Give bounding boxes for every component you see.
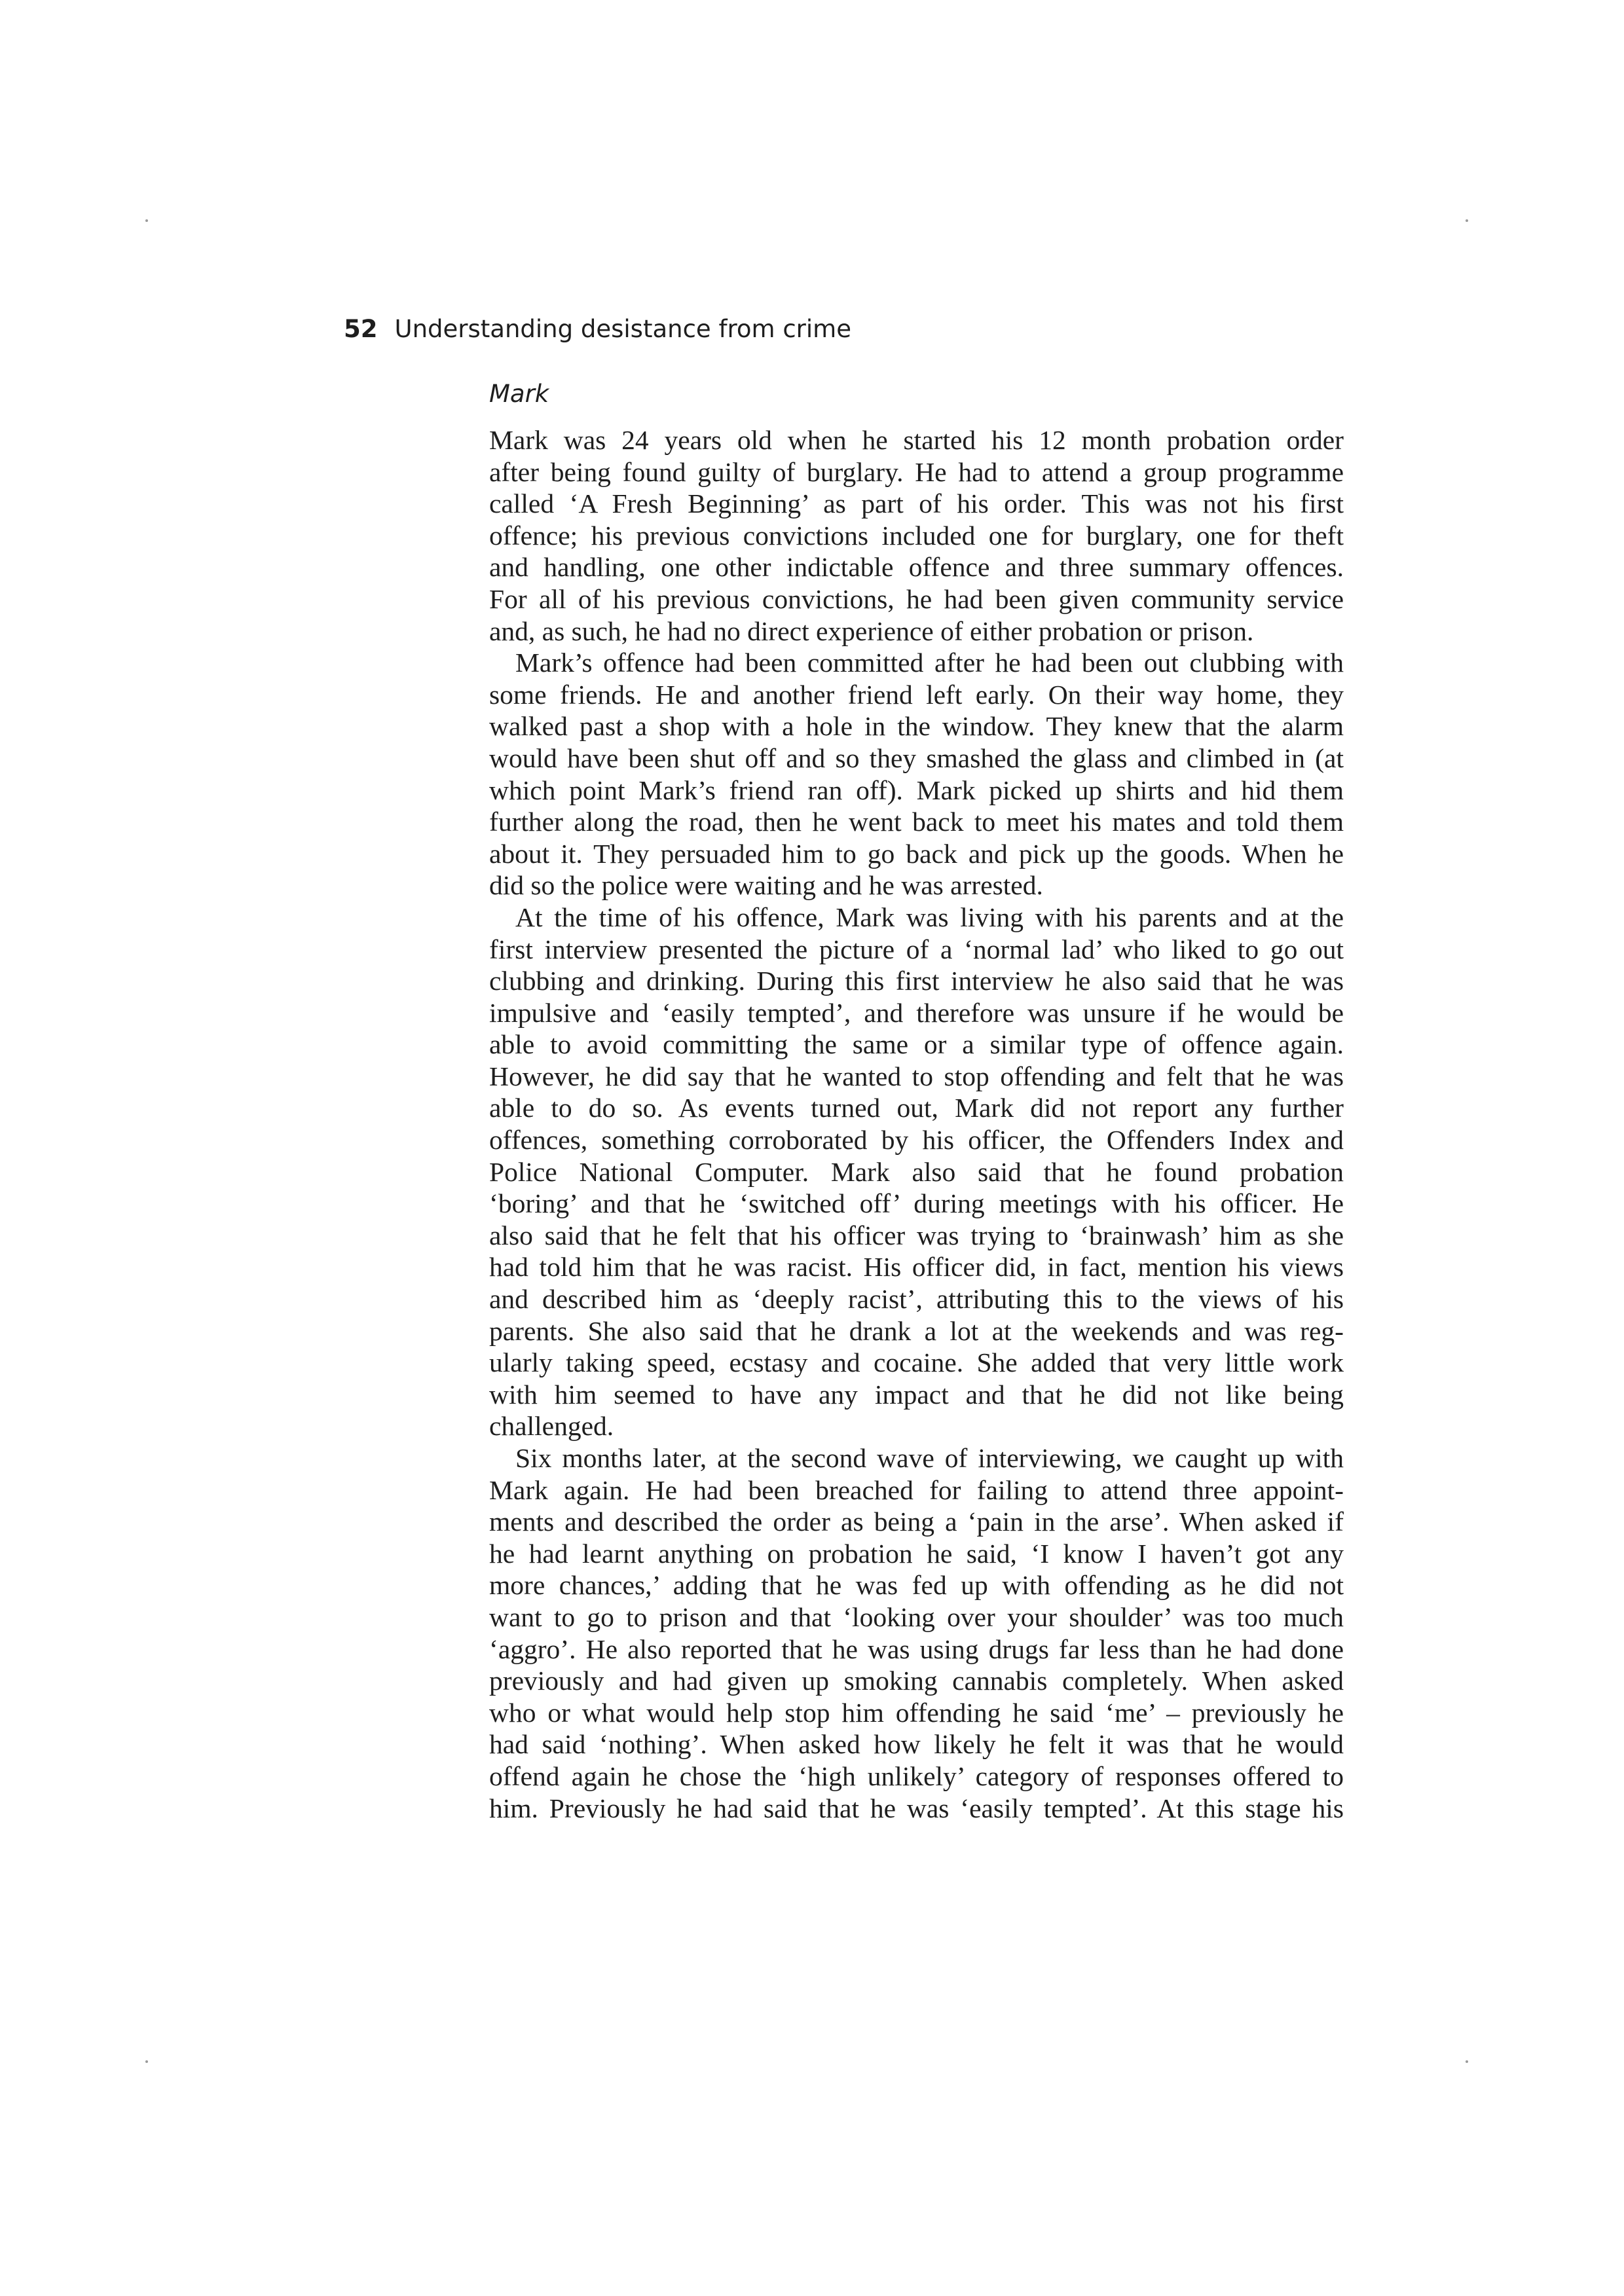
text-line: clubbing and drinking. During this first interview he also said that he was bbox=[489, 966, 1344, 996]
text-line: first interview presented the picture of a ‘normal lad’ who liked to go out bbox=[489, 934, 1344, 964]
text-line: with him seemed to have any impact and that he did not like being bbox=[489, 1379, 1344, 1410]
text-line: further along the road, then he went back to meet his mates and told them bbox=[489, 807, 1344, 837]
paragraph bbox=[489, 1442, 1344, 1824]
text-line: about it. They persuaded him to go back and pick up the goods. When he bbox=[489, 838, 1344, 869]
text-line: ‘boring’ and that he ‘switched off’ during meetings with his officer. He bbox=[489, 1188, 1344, 1219]
text-line: did so the police were waiting and he was arrested. bbox=[489, 870, 1043, 901]
text-line: Mark’s offence had been committed after he had been out clubbing with bbox=[515, 647, 1344, 678]
crop-mark-bottom-left bbox=[145, 2060, 148, 2063]
text-line: after being found guilty of burglary. He had to attend a group programme bbox=[489, 456, 1344, 487]
text-line: impulsive and ‘easily tempted’, and therefore was unsure if he would be bbox=[489, 997, 1344, 1028]
page-number: 52 bbox=[344, 315, 378, 343]
text-line: more chances,’ adding that he was fed up with offending as he did not bbox=[489, 1570, 1344, 1601]
text-line: and described him as ‘deeply racist’, attributing this to the views of his bbox=[489, 1284, 1344, 1315]
text-line: offence; his previous convictions included one for burglary, one for theft bbox=[489, 520, 1344, 551]
crop-mark-top-left bbox=[145, 219, 148, 222]
text-line: had said ‘nothing’. When asked how likely he felt it was that he would bbox=[489, 1729, 1344, 1760]
paragraph bbox=[489, 902, 1344, 1442]
running-head bbox=[344, 313, 851, 346]
text-line: Six months later, at the second wave of interviewing, we caught up with bbox=[515, 1443, 1344, 1473]
text-line: parents. She also said that he drank a lot at the weekends and was reg- bbox=[489, 1315, 1344, 1346]
text-line: and handling, one other indictable offence and three summary offences. bbox=[489, 552, 1344, 583]
crop-mark-bottom-right bbox=[1466, 2060, 1468, 2063]
text-line: Mark again. He had been breached for failing to attend three appoint- bbox=[489, 1474, 1344, 1505]
paragraph bbox=[489, 424, 1344, 647]
body-text bbox=[489, 424, 1344, 1824]
text-line: which point Mark’s friend ran off). Mark picked up shirts and hid them bbox=[489, 774, 1344, 805]
text-line: able to avoid committing the same or a similar type of offence again. bbox=[489, 1029, 1344, 1060]
paragraph bbox=[489, 647, 1344, 902]
text-line: he had learnt anything on probation he said, ‘I know I haven’t got any bbox=[489, 1538, 1344, 1569]
text-line: some friends. He and another friend left early. On their way home, they bbox=[489, 679, 1344, 710]
text-line: had told him that he was racist. His officer did, in fact, mention his views bbox=[489, 1252, 1344, 1283]
text-line: able to do so. As events turned out, Mark did not report any further bbox=[489, 1093, 1344, 1123]
text-line: walked past a shop with a hole in the window. They knew that the alarm bbox=[489, 711, 1344, 742]
text-line: Mark was 24 years old when he started his 12 month probation order bbox=[489, 425, 1344, 455]
text-line: want to go to prison and that ‘looking over your shoulder’ was too much bbox=[489, 1601, 1344, 1632]
text-line: At the time of his offence, Mark was living with his parents and at the bbox=[515, 902, 1344, 932]
section-heading: Mark bbox=[489, 380, 549, 408]
text-line: For all of his previous convictions, he had been given community service bbox=[489, 583, 1344, 614]
text-line: However, he did say that he wanted to stop offending and felt that he was bbox=[489, 1061, 1344, 1091]
text-line: who or what would help stop him offending he said ‘me’ – previously he bbox=[489, 1697, 1344, 1728]
text-line: Police National Computer. Mark also said that he found probation bbox=[489, 1156, 1344, 1187]
text-line: offences, something corroborated by his officer, the Offenders Index and bbox=[489, 1125, 1344, 1156]
text-line: challenged. bbox=[489, 1411, 614, 1442]
text-line: would have been shut off and so they smashed the glass and climbed in (at bbox=[489, 742, 1344, 773]
text-line: and, as such, he had no direct experience of either probation or prison. bbox=[489, 615, 1254, 646]
text-line: ‘aggro’. He also reported that he was using drugs far less than he had done bbox=[489, 1633, 1344, 1664]
text-line: ularly taking speed, ecstasy and cocaine. She added that very little work bbox=[489, 1347, 1344, 1378]
text-line: previously and had given up smoking cannabis completely. When asked bbox=[489, 1666, 1344, 1696]
text-line: offend again he chose the ‘high unlikely’ category of responses offered to bbox=[489, 1760, 1344, 1791]
crop-mark-top-right bbox=[1466, 219, 1468, 222]
text-line: also said that he felt that his officer was trying to ‘brainwash’ him as she bbox=[489, 1220, 1344, 1250]
text-line: him. Previously he had said that he was ‘easily tempted’. At this stage his bbox=[489, 1793, 1344, 1823]
text-line: ments and described the order as being a ‘pain in the arse’. When asked if bbox=[489, 1506, 1344, 1537]
running-head-title: Understanding desistance from crime bbox=[394, 315, 851, 343]
text-line: called ‘A Fresh Beginning’ as part of his order. This was not his first bbox=[489, 488, 1344, 519]
